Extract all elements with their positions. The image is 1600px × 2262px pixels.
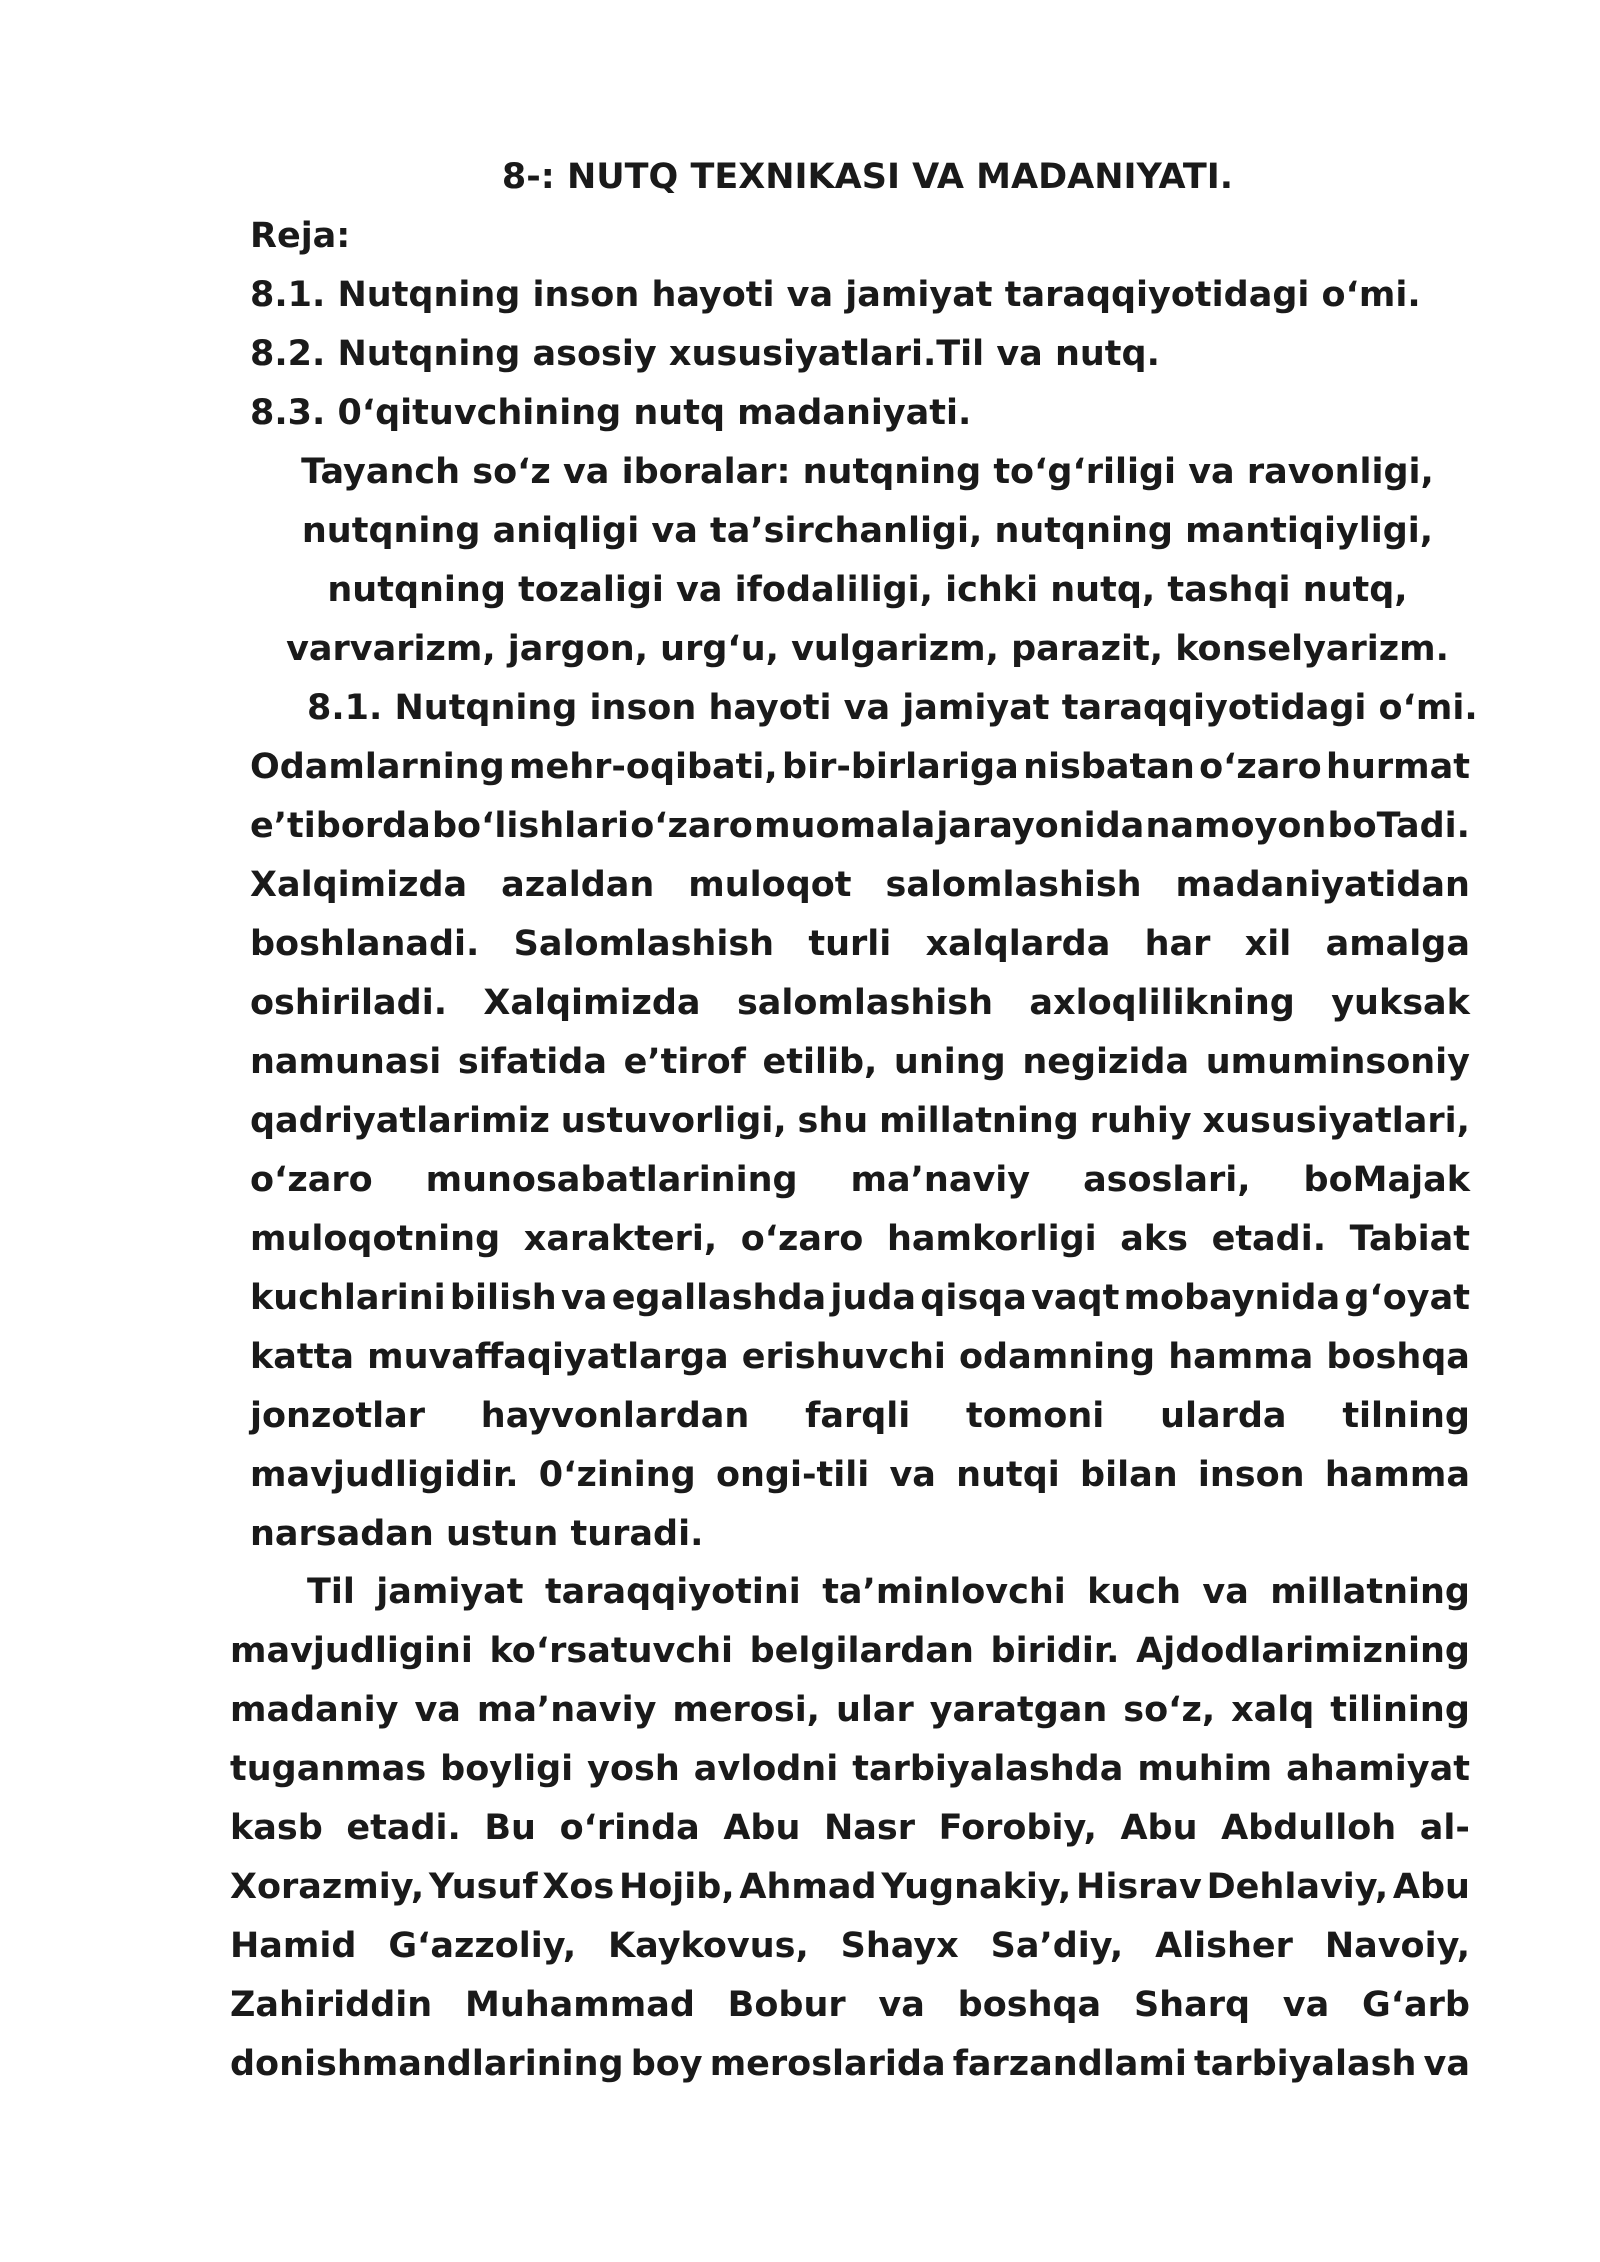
plan-item: 8.1. Nutqning inson hayoti va jamiyat taraqqiyotidagi o‘mi. xyxy=(250,275,1421,315)
plan-item: 8.3. 0‘qituvchining nutq madaniyati. xyxy=(250,393,972,433)
paragraph-line: kasb etadi. Bu o‘rinda Abu Nasr Forobiy, Abu Abdulloh al- xyxy=(230,1808,1470,1848)
plan-item: 8.2. Nutqning asosiy xususiyatlari.Til va nutq. xyxy=(250,334,1160,374)
paragraph-line: Zahiriddin Muhammad Bobur va boshqa Sharq va G‘arb xyxy=(230,1985,1470,2025)
paragraph-line: Xorazmiy, Yusuf Xos Hojib, Ahmad Yugnakiy, Hisrav Dehlaviy, Abu xyxy=(230,1867,1470,1907)
paragraph-line: donishmandlarining boy meroslarida farzandlami tarbiyalash va xyxy=(230,2044,1470,2084)
paragraph-line: Til jamiyat taraqqiyotini ta’minlovchi kuch va millatning xyxy=(307,1572,1470,1612)
plan-label: Reja: xyxy=(250,216,351,256)
paragraph-line: namunasi sifatida e’tirof etilib, uning negizida umuminsoniy xyxy=(250,1042,1470,1082)
paragraph-line: jonzotlar hayvonlardan farqli tomoni ularda tilning xyxy=(250,1396,1470,1436)
paragraph-line: boshlanadi. Salomlashish turli xalqlarda har xil amalga xyxy=(250,924,1470,964)
paragraph-line: Odamlarning mehr-oqibati, bir-birlariga nisbatan o‘zaro hurmat xyxy=(250,747,1470,787)
keywords-line: Tayanch so‘z va iboralar: nutqning to‘g‘riligi va ravonligi, xyxy=(301,452,1434,492)
paragraph-line: mavjudligini ko‘rsatuvchi belgilardan biridir. Ajdodlarimizning xyxy=(230,1631,1470,1671)
paragraph-line: e’tiborda bo‘lishlari o‘zaro muomala jarayonida namoyon boTadi. xyxy=(250,806,1470,846)
paragraph-line: narsadan ustun turadi. xyxy=(250,1514,704,1554)
keywords-line: nutqning tozaligi va ifodaliligi, ichki nutq, tashqi nutq, xyxy=(327,570,1408,610)
paragraph-line: madaniy va ma’naviy merosi, ular yaratgan so‘z, xalq tilining xyxy=(230,1690,1470,1730)
section-heading: 8.1. Nutqning inson hayoti va jamiyat taraqqiyotidagi o‘mi. xyxy=(307,688,1478,728)
keywords-line: nutqning aniqligi va ta’sirchanligi, nutqning mantiqiyligi, xyxy=(301,511,1434,551)
paragraph-line: tuganmas boyligi yosh avlodni tarbiyalashda muhim ahamiyat xyxy=(230,1749,1470,1789)
paragraph-line: Xalqimizda azaldan muloqot salomlashish madaniyatidan xyxy=(250,865,1470,905)
paragraph-line: o‘zaro munosabatlarining ma’naviy asoslari, boMajak xyxy=(250,1160,1470,1200)
paragraph-line: katta muvaffaqiyatlarga erishuvchi odamning hamma boshqa xyxy=(250,1337,1470,1377)
document-title: 8-: NUTQ TEXNIKASI VA MADANIYATI. xyxy=(501,157,1234,197)
paragraph-line: qadriyatlarimiz ustuvorligi, shu millatning ruhiy xususiyatlari, xyxy=(250,1101,1470,1141)
paragraph-line: Hamid G‘azzoliy, Kaykovus, Shayx Sa’diy, Alisher Navoiy, xyxy=(230,1926,1470,1966)
paragraph-line: mavjudligidir. 0‘zining ongi-tili va nutqi bilan inson hamma xyxy=(250,1455,1470,1495)
keywords-line: varvarizm, jargon, urg‘u, vulgarizm, parazit, konselyarizm. xyxy=(286,629,1449,669)
paragraph-line: oshiriladi. Xalqimizda salomlashish axloqlilikning yuksak xyxy=(250,983,1470,1023)
paragraph-line: kuchlarini bilish va egallashda juda qisqa vaqt mobaynida g‘oyat xyxy=(250,1278,1470,1318)
paragraph-line: muloqotning xarakteri, o‘zaro hamkorligi aks etadi. Tabiat xyxy=(250,1219,1470,1259)
